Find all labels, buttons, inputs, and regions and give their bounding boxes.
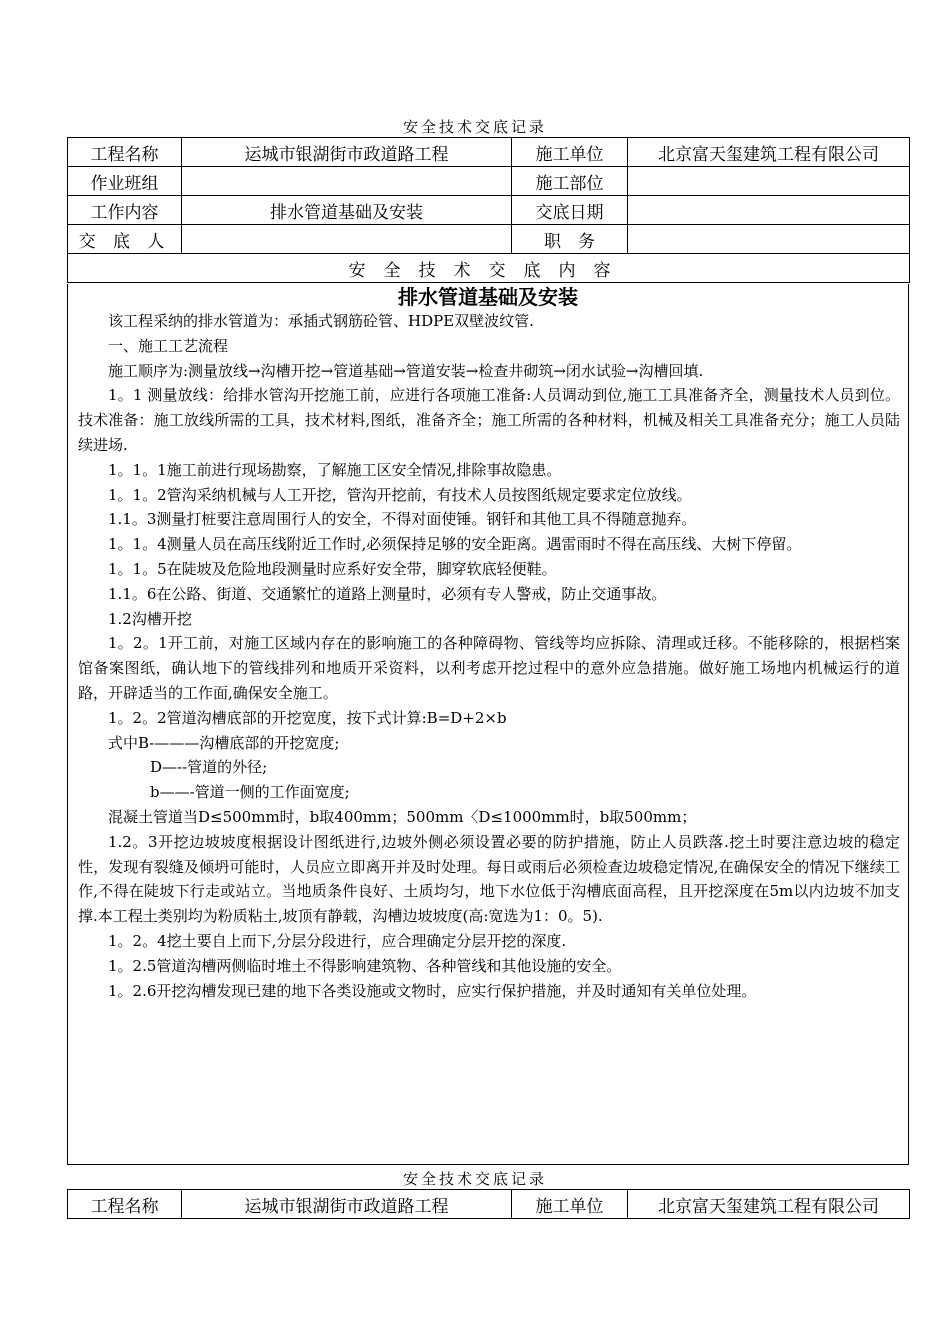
section-title: 安全技术交底内容 — [68, 254, 910, 283]
header-row-person — [68, 225, 910, 254]
content-body — [68, 309, 908, 1003]
header-table — [67, 137, 910, 283]
paragraph: 1。2。1开工前，对施工区域内存在的影响施工的各种障碍物、管线等均应拆除、清理或迁移。不能移除的，根据档案馆备案图纸，确认地下的管线排列和地质开采资料，以利考虑开挖过程中的意外应急措施。做好施工场地内机械运行的道路，开辟适当的工作面,确保安全施工。 — [78, 634, 900, 702]
paragraph: 1.1。3测量打桩要注意周围行人的安全，不得对面使锤。钢钎和其他工具不得随意抛弃。 — [108, 510, 697, 529]
paragraph: 混凝土管道当D≤500mm时，b取400mm；500mm〈D≤1000mm时，b取500mm； — [108, 807, 697, 826]
paragraph: 1。1。5在陡坡及危险地段测量时应系好安全带，脚穿软底轻便鞋。 — [108, 559, 557, 578]
person-value — [182, 225, 512, 254]
paragraph: 式中B-———沟槽底部的开挖宽度; — [108, 733, 340, 752]
paragraph: 1。2.6开挖沟槽发现已建的地下各类设施或文物时，应实行保护措施，并及时通知有关单位处理。 — [108, 981, 757, 1000]
header-row-project — [68, 138, 910, 167]
paragraph: 1。2。2管道沟槽底部的开挖宽度，按下式计算:B=D+2×b — [108, 708, 507, 727]
header-row-team — [68, 167, 910, 196]
section-title-row — [68, 254, 910, 283]
paragraph: 1。1。4测量人员在高压线附近工作时,必须保持足够的安全距离。遇雷雨时不得在高压线、大树下停留。 — [108, 535, 802, 554]
location-value — [628, 167, 910, 196]
footer-construction-unit-value: 北京富天玺建筑工程有限公司 — [628, 1190, 910, 1219]
date-label: 交底日期 — [512, 196, 628, 225]
content-heading: 排水管道基础及安装 — [398, 285, 578, 309]
paragraph: 1。2.5管道沟槽两侧临时堆土不得影响建筑物、各种管线和其他设施的安全。 — [108, 956, 622, 975]
footer-construction-unit-label: 施工单位 — [512, 1190, 628, 1219]
formula-line: D—--管道的外径; — [150, 758, 268, 777]
date-value — [628, 196, 910, 225]
footer-header-table — [67, 1189, 910, 1219]
work-content-label: 工作内容 — [68, 196, 182, 225]
footer-row-project — [68, 1190, 910, 1219]
paragraph: 1。1。2管沟采纳机械与人工开挖，管沟开挖前，有技术人员按图纸规定要求定位放线。 — [108, 485, 692, 504]
paragraph: 该工程采纳的排水管道为：承插式钢筋砼管、HDPE双壁波纹管. — [108, 312, 534, 330]
paragraph: 1.2。3开挖边坡坡度根据设计图纸进行,边坡外侧必须设置必要的防护措施，防止人员跌落.挖土时要注意边坡的稳定性，发现有裂缝及倾坍可能时，人员应立即离开并及时处理。每日或雨后必须检查边坡稳定情况,在确保安全的情况下继续工作,不得在陡坡下行走或站立。当地质条件良好、土质均匀，地下水位低于沟槽底面高程，且开挖深度在5m以内边坡不加支撑.本工程土类别均为粉质粘土,坡顶有静载，沟槽边坡坡度(高:宽选为1：0。5). — [78, 832, 900, 926]
paragraph: 1.2沟槽开挖 — [108, 609, 192, 628]
paragraph: 施工顺序为:测量放线→沟槽开挖→管道基础→管道安装→检查井砌筑→闭水试验→沟槽回填. — [108, 361, 704, 380]
content-area — [67, 284, 909, 1165]
record-title: 安全技术交底记录 — [402, 118, 547, 136]
work-content-value: 排水管道基础及安装 — [182, 196, 512, 225]
project-name-value: 运城市银湖街市政道路工程 — [182, 138, 512, 167]
location-label: 施工部位 — [512, 167, 628, 196]
paragraph: 1.1。6在公路、街道、交通繁忙的道路上测量时，必须有专人警戒，防止交通事故。 — [108, 584, 667, 603]
position-label: 职 务 — [512, 225, 628, 254]
footer-record-title: 安全技术交底记录 — [402, 1170, 547, 1188]
paragraph: 一、施工工艺流程 — [108, 336, 229, 355]
header-row-content — [68, 196, 910, 225]
team-label: 作业班组 — [68, 167, 182, 196]
person-label: 交 底 人 — [68, 225, 182, 254]
position-value — [628, 225, 910, 254]
paragraph: 1。1。1施工前进行现场勘察，了解施工区安全情况,排除事故隐患。 — [108, 460, 562, 479]
formula-line: b——-管道一侧的工作面宽度; — [150, 783, 350, 802]
project-name-label: 工程名称 — [68, 138, 182, 167]
construction-unit-value: 北京富天玺建筑工程有限公司 — [628, 138, 910, 167]
footer-project-name-label: 工程名称 — [68, 1190, 182, 1219]
footer-project-name-value: 运城市银湖街市政道路工程 — [182, 1190, 512, 1219]
paragraph: 1。1 测量放线：给排水管沟开挖施工前，应进行各项施工准备:人员调动到位,施工工具准备齐全，测量技术人员到位。 技术准备：施工放线所需的工具，技术材料,图纸，准备齐全；施工所需的各种材料，机械及相关工具准备充分；施工人员陆续进场. — [78, 386, 900, 454]
paragraph: 1。2。4挖土要自上而下,分层分段进行，应合理确定分层开挖的深度. — [108, 931, 567, 950]
construction-unit-label: 施工单位 — [512, 138, 628, 167]
team-value — [182, 167, 512, 196]
